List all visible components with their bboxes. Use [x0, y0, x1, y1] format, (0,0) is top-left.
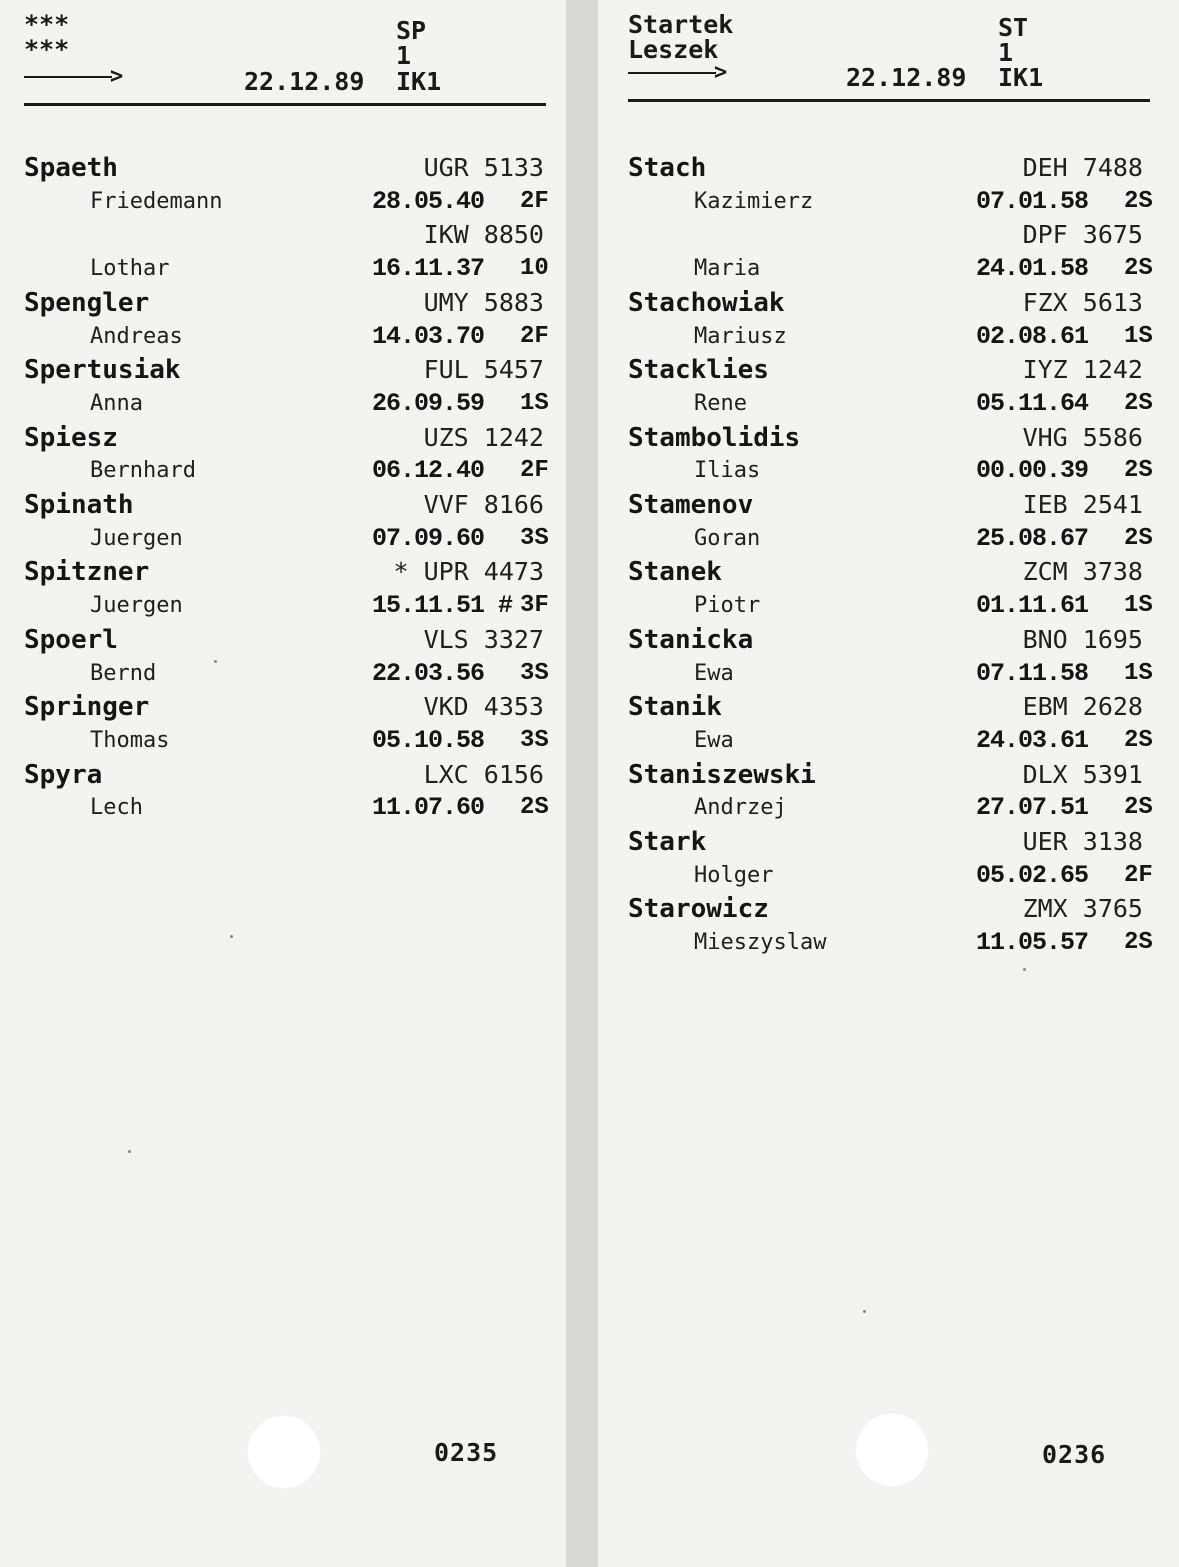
- record-sub-row: [0, 389, 566, 423]
- record-sub-row: [0, 254, 566, 288]
- given-name: Ilias: [694, 458, 761, 484]
- record-main-row: [598, 355, 1179, 389]
- record-main-row: [0, 625, 566, 659]
- record-main-row: [598, 692, 1179, 726]
- record-main-row: [598, 625, 1179, 659]
- surname: Spertusiak: [24, 355, 181, 386]
- class-code: 2S: [520, 794, 549, 822]
- header-line1-left: ***: [24, 10, 70, 39]
- record-main-row: [0, 490, 566, 524]
- surname: Starowicz: [628, 894, 769, 925]
- record-code: IYZ 1242: [1022, 355, 1143, 385]
- record-code: ZMX 3765: [1022, 894, 1143, 924]
- class-code: 3F: [520, 592, 549, 620]
- header-page: 1: [998, 38, 1014, 67]
- record-code: UER 3138: [1022, 827, 1143, 856]
- record-sub-row: [0, 524, 566, 558]
- class-code: 1S: [1124, 322, 1153, 350]
- surname: Stark: [628, 827, 707, 857]
- record-sub-row: [598, 254, 1179, 288]
- header-code: ST: [998, 13, 1029, 42]
- given-name: Thomas: [90, 727, 170, 753]
- class-code: 2S: [1124, 255, 1153, 283]
- header-unit: IK1: [396, 67, 442, 96]
- record-sub-row: [598, 591, 1179, 625]
- birth-date: 11.05.57: [976, 928, 1089, 958]
- surname: Stacklies: [628, 355, 769, 386]
- given-name: Ewa: [694, 660, 734, 686]
- record-main-row: [598, 827, 1179, 861]
- record-sub-row: [598, 322, 1179, 356]
- surname: Spitzner: [24, 557, 150, 588]
- class-code: 2S: [1124, 929, 1153, 957]
- arrow-icon: >: [24, 67, 124, 87]
- record-sub-row: [598, 928, 1179, 962]
- record-main-row: [0, 288, 566, 322]
- record-sub-row: [598, 456, 1179, 490]
- surname: Stach: [628, 153, 707, 183]
- record-main-row: [598, 153, 1179, 187]
- birth-date: 07.11.58: [976, 658, 1089, 688]
- record-code: ZCM 3738: [1022, 557, 1143, 587]
- class-code: 1S: [520, 389, 549, 417]
- record-main-row: [0, 692, 566, 726]
- class-code: 2F: [520, 457, 549, 485]
- record-code: DEH 7488: [1022, 153, 1143, 182]
- birth-date: 24.01.58: [976, 254, 1089, 284]
- birth-date: 22.03.56: [372, 658, 485, 688]
- given-name: Rene: [694, 390, 747, 416]
- record-code: UGR 5133: [423, 153, 544, 182]
- record-sub-row: [0, 793, 566, 827]
- record-code: IEB 2541: [1022, 490, 1143, 519]
- header-line2-left: ***: [24, 35, 70, 64]
- record-code: UMY 5883: [423, 287, 544, 317]
- record-sub-row: [0, 591, 566, 625]
- given-name: Lech: [90, 795, 143, 821]
- birth-date: 05.11.64: [976, 388, 1089, 418]
- class-code: 1S: [1124, 659, 1153, 687]
- record-sub-row: [598, 659, 1179, 693]
- given-name: Kazimierz: [694, 188, 814, 214]
- record-main-row: [0, 220, 566, 254]
- record-code: DPF 3675: [1022, 220, 1143, 250]
- birth-date: 05.02.65: [976, 860, 1089, 890]
- header-code: SP: [396, 16, 427, 45]
- record-code: FZX 5613: [1022, 287, 1143, 317]
- class-code: 2S: [1124, 794, 1153, 822]
- record-code: DLX 5391: [1022, 759, 1143, 789]
- birth-date: 11.07.60: [372, 793, 485, 823]
- birth-date: 28.05.40: [372, 186, 485, 216]
- given-name: Juergen: [90, 593, 183, 619]
- given-name: Bernd: [90, 660, 157, 686]
- record-code: * UPR 4473: [393, 557, 544, 587]
- surname: Spoerl: [24, 624, 118, 655]
- class-code: 2S: [1124, 524, 1153, 552]
- record-code: EBM 2628: [1022, 692, 1143, 722]
- class-code: 3S: [520, 726, 549, 754]
- header-unit: IK1: [998, 63, 1044, 92]
- birth-date: 02.08.61: [976, 321, 1089, 351]
- record-sub-row: [0, 322, 566, 356]
- header-date: 22.12.89: [244, 67, 365, 96]
- given-name: Anna: [90, 390, 143, 416]
- record-sub-row: [0, 659, 566, 693]
- class-code: 10: [520, 255, 549, 283]
- record-sub-row: [0, 187, 566, 221]
- birth-date: 27.07.51: [976, 793, 1089, 823]
- speck: [128, 1150, 131, 1153]
- given-name: Mieszyslaw: [694, 930, 827, 956]
- record-main-row: [598, 490, 1179, 524]
- class-code: 2F: [520, 322, 549, 350]
- surname: Stanik: [628, 692, 722, 723]
- printout-sheet-right: [598, 0, 1179, 1567]
- class-code: 2S: [1124, 187, 1153, 215]
- given-name: Andrzej: [694, 795, 787, 821]
- given-name: Goran: [694, 525, 761, 551]
- record-code: UZS 1242: [423, 422, 544, 452]
- record-code: BNO 1695: [1022, 624, 1143, 654]
- record-main-row: [0, 423, 566, 457]
- class-code: 3S: [520, 524, 549, 552]
- record-code: VHG 5586: [1022, 422, 1143, 452]
- surname: Springer: [24, 692, 150, 723]
- class-code: 2F: [1124, 861, 1153, 889]
- record-code: FUL 5457: [423, 355, 544, 385]
- header-line2-left: Leszek: [628, 35, 719, 64]
- arrow-icon: >: [628, 63, 728, 83]
- record-sub-row: [0, 456, 566, 490]
- birth-date: 15.11.51 #: [372, 591, 513, 621]
- class-code: 2S: [1124, 457, 1153, 485]
- given-name: Ewa: [694, 727, 734, 753]
- record-main-row: [598, 288, 1179, 322]
- record-main-row: [598, 423, 1179, 457]
- record-main-row: [598, 220, 1179, 254]
- given-name: Friedemann: [90, 188, 223, 214]
- class-code: 1S: [1124, 592, 1153, 620]
- birth-date: 05.10.58: [372, 725, 485, 755]
- punch-hole: [246, 1414, 322, 1490]
- birth-date: 16.11.37: [372, 254, 485, 284]
- birth-date: 07.01.58: [976, 186, 1089, 216]
- record-sub-row: [598, 726, 1179, 760]
- surname: Spengler: [24, 287, 150, 318]
- surname: Stanicka: [628, 624, 754, 655]
- birth-date: 06.12.40: [372, 456, 485, 486]
- surname: Stanek: [628, 557, 722, 588]
- speck: [1023, 968, 1026, 971]
- surname: Spinath: [24, 490, 134, 520]
- record-sub-row: [598, 187, 1179, 221]
- given-name: Piotr: [694, 593, 761, 619]
- header-date: 22.12.89: [846, 63, 967, 92]
- speck: [230, 935, 233, 938]
- surname: Spaeth: [24, 153, 118, 183]
- record-main-row: [0, 153, 566, 187]
- surname: Spiesz: [24, 422, 118, 453]
- record-sub-row: [598, 524, 1179, 558]
- footer-number: 0235: [434, 1438, 499, 1467]
- given-name: Juergen: [90, 525, 183, 551]
- footer-number: 0236: [1042, 1440, 1107, 1469]
- birth-date: 07.09.60: [372, 523, 485, 553]
- given-name: Mariusz: [694, 323, 787, 349]
- given-name: Andreas: [90, 323, 183, 349]
- class-code: 2S: [1124, 726, 1153, 754]
- surname: Stambolidis: [628, 422, 801, 453]
- speck: [214, 660, 217, 663]
- birth-date: 01.11.61: [976, 591, 1089, 621]
- birth-date: 26.09.59: [372, 388, 485, 418]
- record-code: VLS 3327: [423, 624, 544, 654]
- class-code: 2F: [520, 187, 549, 215]
- class-code: 2S: [1124, 389, 1153, 417]
- header-line1-left: Startek: [628, 10, 734, 39]
- header-page: 1: [396, 41, 412, 70]
- surname: Stamenov: [628, 490, 754, 520]
- class-code: 3S: [520, 659, 549, 687]
- record-main-row: [0, 557, 566, 591]
- record-code: LXC 6156: [423, 759, 544, 789]
- record-main-row: [598, 557, 1179, 591]
- printout-sheet-left: [0, 0, 566, 1567]
- record-sub-row: [598, 793, 1179, 827]
- birth-date: 24.03.61: [976, 725, 1089, 755]
- record-main-row: [598, 760, 1179, 794]
- given-name: Maria: [694, 256, 761, 282]
- record-code: IKW 8850: [423, 220, 544, 250]
- record-sub-row: [598, 389, 1179, 423]
- given-name: Lothar: [90, 256, 170, 282]
- header-rule: [24, 103, 546, 106]
- record-main-row: [0, 760, 566, 794]
- birth-date: 14.03.70: [372, 321, 485, 351]
- birth-date: 00.00.39: [976, 456, 1089, 486]
- record-main-row: [0, 355, 566, 389]
- header-rule: [628, 99, 1150, 102]
- record-main-row: [598, 894, 1179, 928]
- surname: Staniszewski: [628, 759, 816, 790]
- given-name: Holger: [694, 862, 774, 888]
- record-sub-row: [598, 861, 1179, 895]
- surname: Stachowiak: [628, 287, 785, 318]
- record-code: VVF 8166: [423, 490, 544, 519]
- record-code: VKD 4353: [423, 692, 544, 722]
- record-sub-row: [0, 726, 566, 760]
- surname: Spyra: [24, 759, 103, 790]
- given-name: Bernhard: [90, 458, 196, 484]
- punch-hole: [854, 1412, 930, 1488]
- birth-date: 25.08.67: [976, 523, 1089, 553]
- speck: [863, 1310, 866, 1313]
